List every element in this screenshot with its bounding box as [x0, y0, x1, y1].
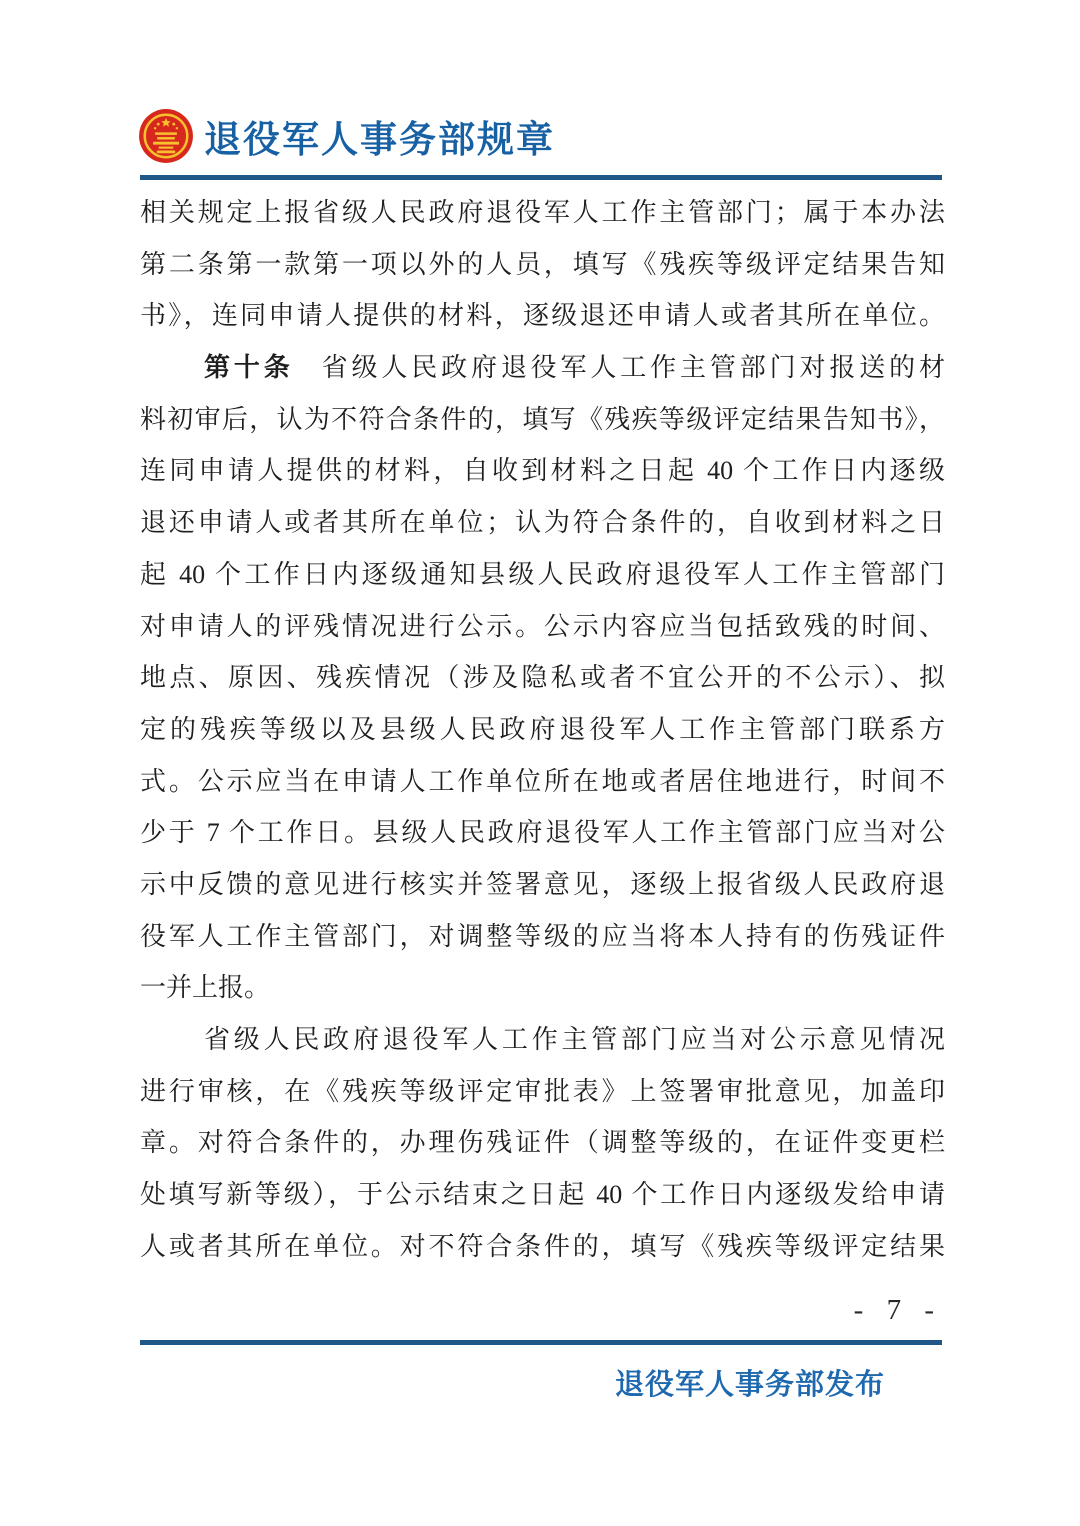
body-line [140, 290, 945, 342]
body-segment: 一并上报。 [140, 973, 271, 1003]
body-segment: 起 40 个工作日内逐级通知县级人民政府退役军人工作主管部门 [140, 559, 945, 589]
header-title: 退役军人事务部规章 [204, 119, 555, 160]
body-line [140, 652, 945, 704]
body-line [140, 756, 945, 808]
body-line [140, 1221, 945, 1273]
body-segment: 进行审核，在《残疾等级评定审批表》上签署审批意见，加盖印 [140, 1076, 945, 1106]
body-line [140, 911, 945, 963]
body-segment: 式。公示应当在申请人工作单位所在地或者居住地进行，时间不 [140, 766, 945, 796]
body-segment: 书》，连同申请人提供的材料，逐级退还申请人或者其所在单位。 [140, 301, 945, 331]
body-line [140, 394, 945, 446]
body-line [140, 549, 945, 601]
body-text [140, 187, 945, 1272]
document-header [138, 108, 555, 164]
page-number: - 7 - [853, 1294, 942, 1326]
body-line [140, 1066, 945, 1118]
national-emblem-icon [138, 108, 194, 164]
body-line [140, 807, 945, 859]
body-line [140, 859, 945, 911]
body-segment: 少于 7 个工作日。县级人民政府退役军人工作主管部门应当对公 [140, 818, 945, 848]
body-segment: 省级人民政府退役军人工作主管部门应当对公示意见情况 [204, 1025, 945, 1054]
body-line [140, 601, 945, 653]
body-segment: 定的残疾等级以及县级人民政府退役军人工作主管部门联系方 [140, 714, 945, 744]
body-segment: 对申请人的评残情况进行公示。公示内容应当包括致残的时间、 [140, 611, 945, 641]
body-segment: 连同申请人提供的材料，自收到材料之日起 40 个工作日内逐级 [140, 456, 945, 486]
body-line [140, 704, 945, 756]
body-segment: 地点、原因、残疾情况（涉及隐私或者不宜公开的不公示）、拟 [140, 663, 945, 693]
article-number: 第十条 [204, 352, 294, 383]
body-line [140, 1169, 945, 1221]
publisher-label: 退役军人事务部发布 [614, 1369, 885, 1401]
body-segment: 人或者其所在单位。对不符合条件的，填写《残疾等级评定结果 [140, 1231, 945, 1261]
body-line [140, 1014, 945, 1066]
body-line [140, 497, 945, 549]
body-line [140, 1117, 945, 1169]
body-segment: 第二条第一款第一项以外的人员，填写《残疾等级评定结果告知 [140, 249, 945, 279]
body-segment: 示中反馈的意见进行核实并签署意见，逐级上报省级人民政府退 [140, 869, 945, 899]
body-segment: 省级人民政府退役军人工作主管部门对报送的材 [321, 353, 945, 383]
body-segment: 料初审后，认为不符合条件的，填写《残疾等级评定结果告知书》， [140, 404, 945, 434]
body-line [140, 342, 945, 394]
body-segment: 处填写新等级），于公示结束之日起 40 个工作日内逐级发给申请 [140, 1180, 945, 1210]
body-line [140, 239, 945, 291]
header-rule [140, 175, 942, 180]
body-line [140, 445, 945, 497]
body-segment: 相关规定上报省级人民政府退役军人工作主管部门；属于本办法 [140, 198, 945, 227]
body-line [140, 962, 945, 1014]
body-segment: 章。对符合条件的，办理伤残证件（调整等级的，在证件变更栏 [140, 1128, 945, 1158]
body-segment: 退还申请人或者其所在单位；认为符合条件的，自收到材料之日 [140, 508, 945, 538]
body-line [140, 187, 945, 239]
body-segment: 役军人工作主管部门，对调整等级的应当将本人持有的伤残证件 [140, 921, 945, 951]
footer-rule [140, 1340, 942, 1345]
